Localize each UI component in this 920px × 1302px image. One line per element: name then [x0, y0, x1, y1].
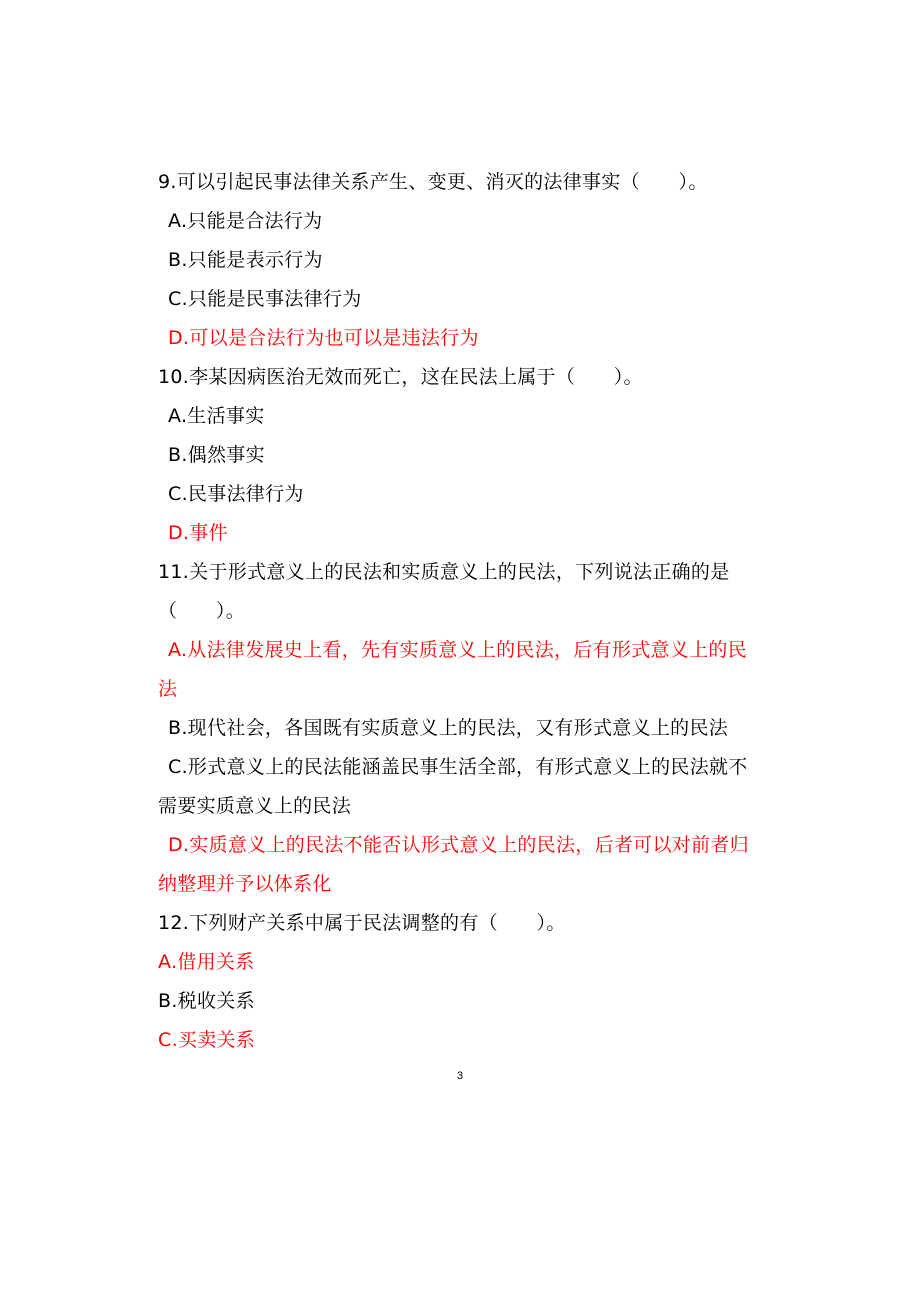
question-10-option-d: D.事件: [168, 522, 228, 544]
question-12-stem: 12.下列财产关系中属于民法调整的有（ ）。: [158, 912, 566, 934]
question-12-option-c: C.买卖关系: [158, 1029, 256, 1051]
question-9-option-c: C.只能是民事法律行为: [168, 288, 362, 310]
question-9-option-a: A.只能是合法行为: [168, 210, 323, 232]
question-11-stem-line-2: （ ）。: [158, 600, 246, 622]
question-11-option-c-line-1: C.形式意义上的民法能涵盖民事生活全部，有形式意义上的民法就不: [168, 756, 748, 778]
question-11-option-a-line-1: A.从法律发展史上看，先有实质意义上的民法，后有形式意义上的民: [168, 639, 748, 661]
question-12-option-a: A.借用关系: [158, 951, 255, 973]
question-11-option-b: B.现代社会，各国既有实质意义上的民法，又有形式意义上的民法: [168, 717, 729, 739]
question-11-option-d-line-1: D.实质意义上的民法不能否认形式意义上的民法，后者可以对前者归: [168, 834, 749, 856]
question-10-stem: 10.李某因病医治无效而死亡，这在民法上属于（ ）。: [158, 366, 643, 388]
question-10-option-a: A.生活事实: [168, 405, 265, 427]
question-11-option-a-line-2: 法: [158, 678, 178, 700]
question-11-option-c-line-2: 需要实质意义上的民法: [158, 795, 352, 817]
question-9-stem: 9.可以引起民事法律关系产生、变更、消灭的法律事实（ ）。: [158, 171, 708, 193]
question-9-option-d: D.可以是合法行为也可以是违法行为: [168, 327, 479, 349]
page-number: 3: [456, 1070, 464, 1082]
question-10-option-b: B.偶然事实: [168, 444, 265, 466]
question-10-option-c: C.民事法律行为: [168, 483, 304, 505]
question-9-option-b: B.只能是表示行为: [168, 249, 323, 271]
question-11-stem-line-1: 11.关于形式意义上的民法和实质意义上的民法，下列说法正确的是: [158, 561, 730, 583]
question-11-option-d-line-2: 纳整理并予以体系化: [158, 873, 332, 895]
question-12-option-b: B.税收关系: [158, 990, 255, 1012]
